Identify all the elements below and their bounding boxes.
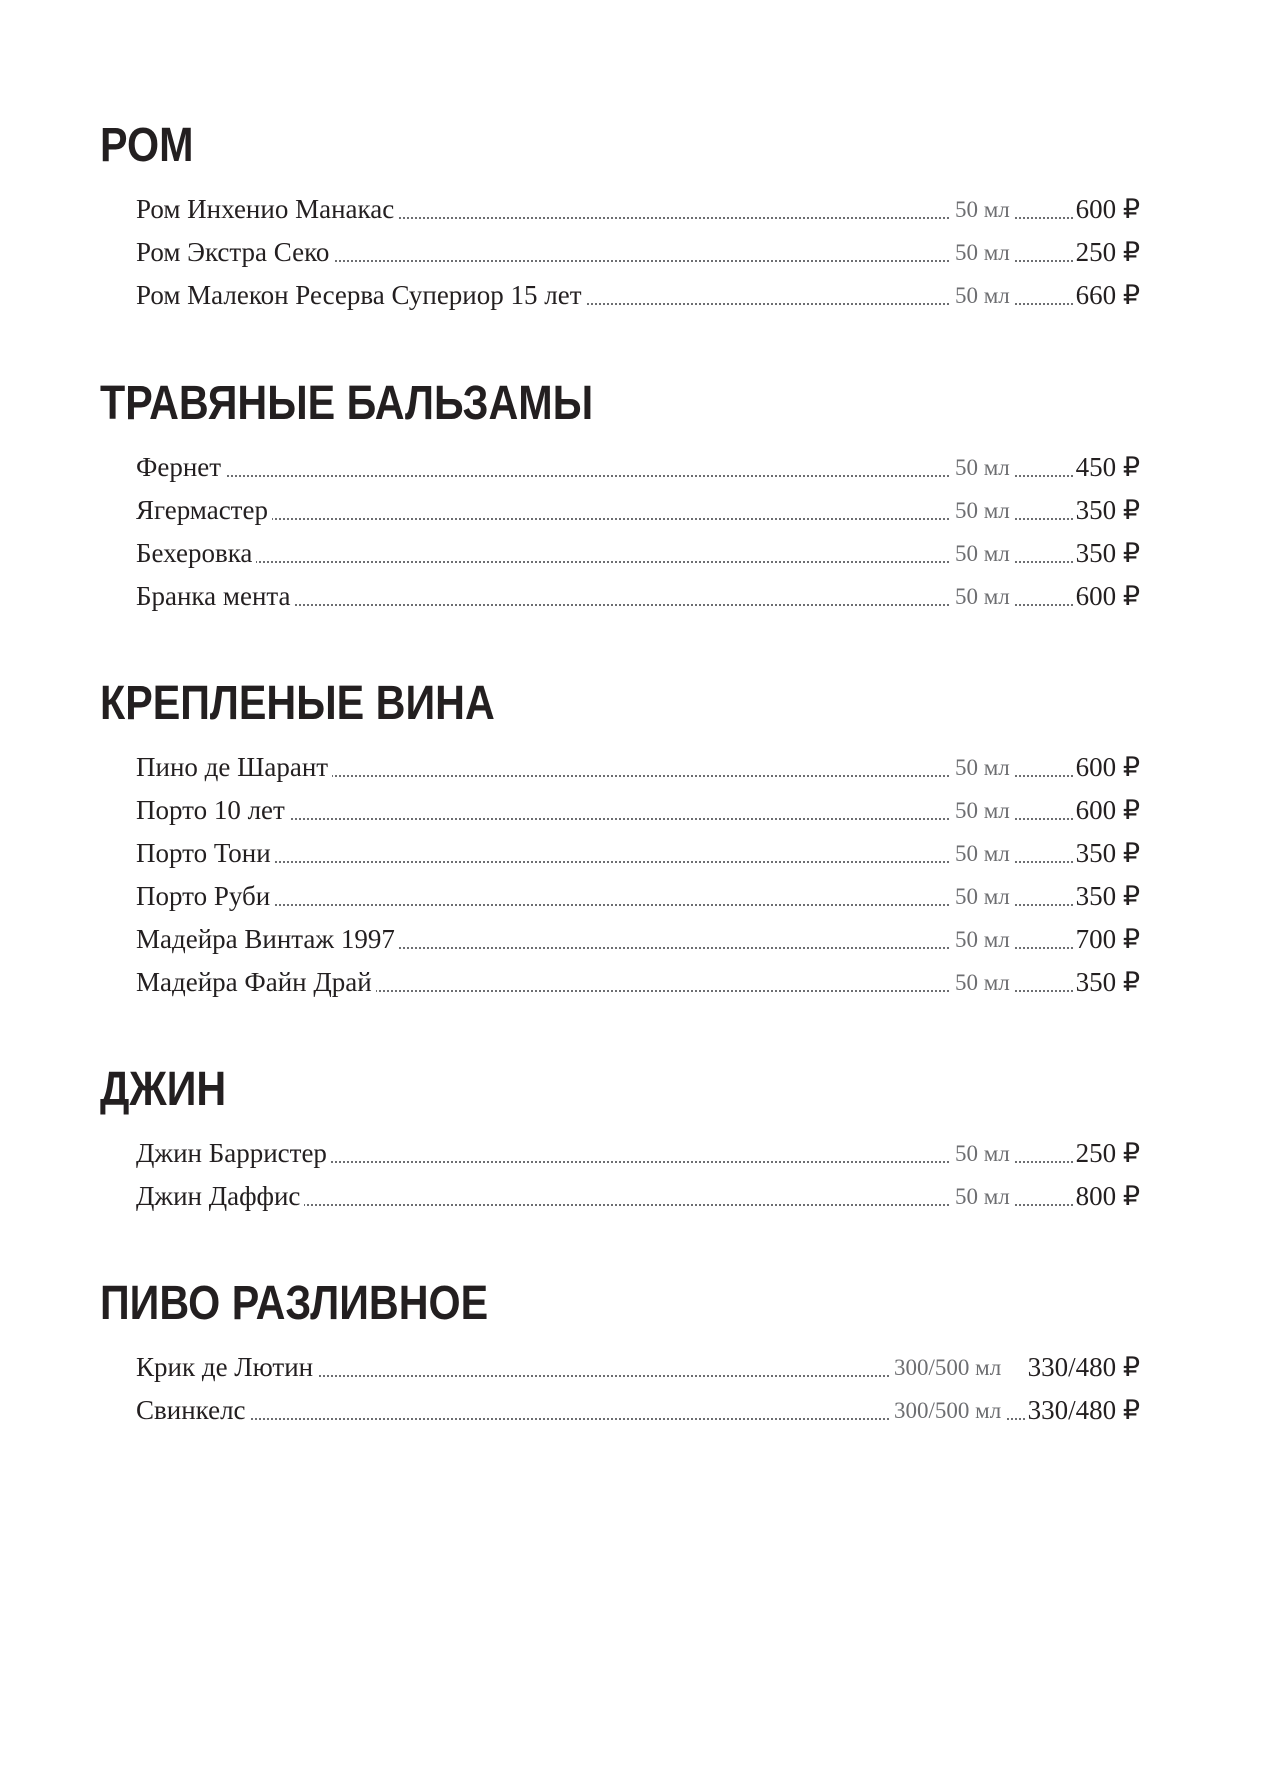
item-price: 350 ₽ [1073,532,1140,575]
item-price: 600 ₽ [1073,188,1140,231]
menu-item [136,746,1140,789]
menu-item [136,918,1140,961]
item-price: 800 ₽ [1073,1175,1140,1218]
item-volume: 300/500 мл [890,1346,1005,1389]
item-name: Ром Малекон Ресерва Супериор 15 лет [136,274,586,317]
item-name: Порто Руби [136,875,274,918]
item-name: Ягермастер [136,489,272,532]
section-title: КРЕПЛЕНЫЕ ВИНА [100,677,495,730]
item-volume: 50 мл [951,446,1014,489]
menu-item [136,1175,1140,1218]
item-name: Свинкелс [136,1389,250,1432]
menu-item [136,575,1140,618]
item-name: Бранка мента [136,575,295,618]
section-draft-beer [100,1276,1140,1432]
menu-item [136,1389,1140,1432]
item-price: 660 ₽ [1073,274,1140,317]
menu-item [136,875,1140,918]
item-volume: 50 мл [951,575,1014,618]
item-name: Мадейра Винтаж 1997 [136,918,399,961]
section-title: ПИВО РАЗЛИВНОЕ [100,1277,489,1330]
menu-item [136,832,1140,875]
item-list [100,1132,1140,1218]
item-name: Бехеровка [136,532,256,575]
item-volume: 50 мл [951,746,1014,789]
item-name: Порто 10 лет [136,789,289,832]
item-price: 350 ₽ [1073,489,1140,532]
item-list [100,446,1140,618]
menu-item [136,1132,1140,1175]
item-name: Джин Барристер [136,1132,331,1175]
item-volume: 50 мл [951,532,1014,575]
item-price: 250 ₽ [1073,231,1140,274]
menu-item [136,1346,1140,1389]
item-volume: 50 мл [951,961,1014,1004]
item-volume: 50 мл [951,489,1014,532]
item-volume: 50 мл [951,274,1014,317]
item-price: 350 ₽ [1073,961,1140,1004]
item-name: Мадейра Файн Драй [136,961,376,1004]
item-price: 330/480 ₽ [1025,1346,1140,1389]
menu-item [136,961,1140,1004]
menu-item [136,532,1140,575]
menu-item [136,789,1140,832]
item-price: 600 ₽ [1073,789,1140,832]
section-herbal-balsams [100,376,1140,618]
item-price: 450 ₽ [1073,446,1140,489]
menu-item [136,489,1140,532]
menu-item [136,231,1140,274]
item-name: Ром Экстра Секо [136,231,333,274]
item-volume: 50 мл [951,231,1014,274]
section-title: ДЖИН [100,1063,227,1116]
item-price: 330/480 ₽ [1025,1389,1140,1432]
item-name: Пино де Шарант [136,746,332,789]
section-rum [100,118,1140,317]
menu-item [136,446,1140,489]
section-title: РОМ [100,119,194,172]
item-volume: 50 мл [951,832,1014,875]
item-price: 250 ₽ [1073,1132,1140,1175]
item-list [100,746,1140,1004]
item-price: 350 ₽ [1073,832,1140,875]
item-price: 600 ₽ [1073,746,1140,789]
item-volume: 50 мл [951,918,1014,961]
item-price: 700 ₽ [1073,918,1140,961]
section-gin [100,1062,1140,1218]
item-list [100,188,1140,317]
section-title: ТРАВЯНЫЕ БАЛЬЗАМЫ [100,377,594,430]
section-fortified-wines [100,676,1140,1004]
item-volume: 50 мл [951,875,1014,918]
item-list [100,1346,1140,1432]
item-volume: 50 мл [951,789,1014,832]
item-volume: 300/500 мл [890,1389,1005,1432]
menu-item [136,274,1140,317]
item-name: Джин Даффис [136,1175,304,1218]
item-volume: 50 мл [951,188,1014,231]
menu-item [136,188,1140,231]
item-volume: 50 мл [951,1175,1014,1218]
item-name: Ром Инхенио Манакас [136,188,398,231]
item-price: 350 ₽ [1073,875,1140,918]
item-name: Фернет [136,446,225,489]
item-volume: 50 мл [951,1132,1014,1175]
item-name: Крик де Лютин [136,1346,317,1389]
item-price: 600 ₽ [1073,575,1140,618]
item-name: Порто Тони [136,832,275,875]
